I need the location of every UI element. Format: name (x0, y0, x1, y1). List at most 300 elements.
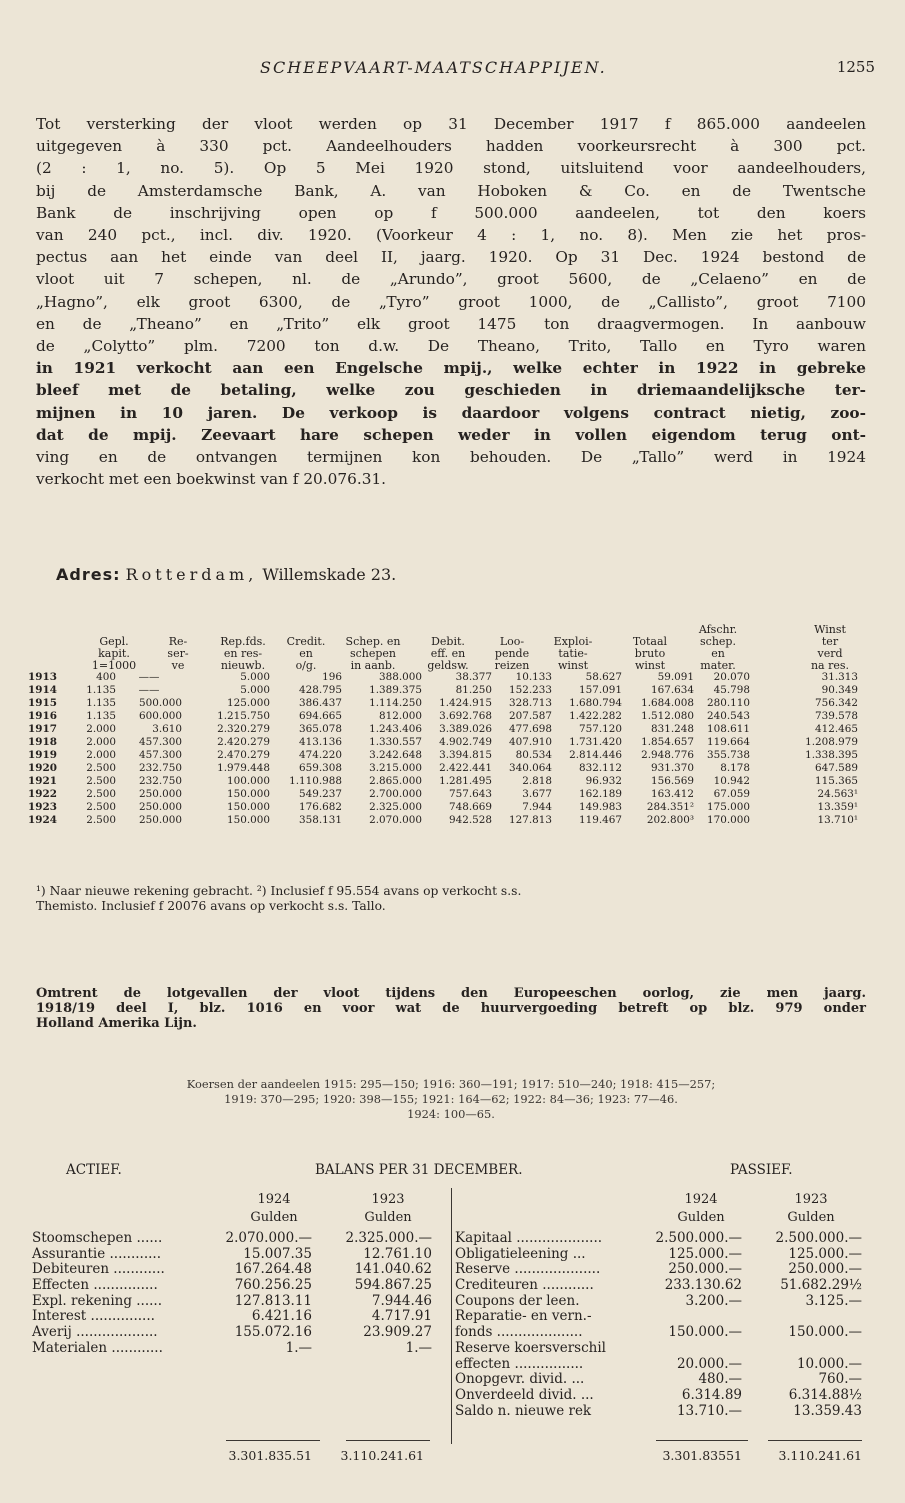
stats-header-cell: Credit. (286, 635, 326, 648)
stats-data-cell: 388.000 (379, 671, 422, 683)
stats-year-cell: 1919 (28, 749, 57, 761)
stats-year-cell: 1920 (28, 762, 57, 774)
stats-data-cell: 150.000 (227, 814, 270, 826)
stats-data-cell: 413.136 (299, 736, 342, 748)
stats-data-cell: 3.692.768 (439, 710, 492, 722)
stats-data-cell: 240.543 (707, 710, 750, 722)
stats-data-cell: 2.700.000 (369, 788, 422, 800)
year-b-passief: 1923 (794, 1192, 828, 1207)
stats-data-cell: 58.627 (585, 671, 622, 683)
note-line: Holland Amerika Lijn. (36, 1016, 197, 1031)
total-passief-a: 3.301.83551 (662, 1448, 742, 1463)
total-rule (346, 1440, 430, 1441)
actief-value-a: 15.007.35 (243, 1245, 312, 1262)
stats-data-cell: 428.795 (299, 684, 342, 696)
passief-row (455, 1371, 878, 1387)
stats-data-cell: 386.437 (299, 697, 342, 709)
stats-year-cell: 1922 (28, 788, 57, 800)
stats-data-cell: 1.389.375 (369, 684, 422, 696)
stats-data-cell: 4.902.749 (439, 736, 492, 748)
text-line: vloot uit 7 schepen, nl. de „Arundo”, groot 5600, de „Celaeno” en de (36, 270, 866, 289)
stats-header-cell: en res- (223, 647, 263, 660)
stats-data-cell: 167.634 (651, 684, 694, 696)
text-line-bold: dat de mpij. Zeevaart hare schepen weder in vollen eigendom terug ont- (36, 425, 866, 444)
actief-label: Assurantie ............ (32, 1245, 162, 1262)
stats-data-cell: 170.000 (707, 814, 750, 826)
actief-value-a: 2.070.000.— (225, 1230, 312, 1246)
stats-data-row (28, 749, 873, 762)
stats-data-cell: 24.563¹ (817, 788, 858, 800)
text-line: de „Colytto” plm. 7200 ton d.w. De Theano, Trito, Tallo en Tyro waren (36, 337, 866, 356)
stats-data-cell: 549.237 (299, 788, 342, 800)
stats-data-cell: 3.242.648 (369, 749, 422, 761)
stats-data-cell: 115.365 (815, 775, 858, 787)
stats-data-cell: 250.000 (139, 788, 182, 800)
passief-value-a: 13.710.— (676, 1402, 742, 1419)
passief-label: Reserve .................... (455, 1261, 601, 1278)
actief-row (28, 1324, 448, 1340)
stats-data-cell: 119.664 (707, 736, 750, 748)
stats-data-cell: 10.133 (515, 671, 552, 683)
stats-data-cell: 38.377 (455, 671, 492, 683)
stats-header-cell: schep. (700, 635, 736, 648)
stats-data-cell: 1.731.420 (569, 736, 622, 748)
stats-header-cell: reizen (494, 659, 530, 672)
year-b-actief: 1923 (371, 1192, 405, 1207)
unit-b-passief: Gulden (787, 1210, 835, 1225)
stats-year-cell: 1913 (28, 671, 57, 683)
stats-data-cell: 756.342 (815, 697, 858, 709)
stats-data-row (28, 684, 873, 697)
stats-year-cell: 1918 (28, 736, 57, 748)
address-city: Rotterdam, (125, 565, 258, 584)
stats-data-cell: 340.064 (509, 762, 552, 774)
stats-data-cell: 157.091 (579, 684, 622, 696)
stats-data-cell: 232.750 (139, 775, 182, 787)
passief-value-a: 480.— (698, 1371, 742, 1388)
stats-data-cell: 1.979.448 (217, 762, 270, 774)
passief-value-b: 10.000.— (796, 1355, 862, 1372)
stats-year-cell: 1924 (28, 814, 57, 826)
actief-value-a: 155.072.16 (234, 1324, 312, 1341)
text-line: en de „Theano” en „Trito” elk groot 1475 ton draagvermogen. In aanbouw (36, 314, 866, 333)
stats-data-cell: 175.000 (707, 801, 750, 813)
stats-data-cell: —— (138, 684, 160, 696)
stats-data-cell: 280.110 (707, 697, 750, 709)
stats-data-cell: 108.611 (707, 723, 750, 735)
actief-row (28, 1261, 448, 1277)
stats-data-cell: 2.420.279 (217, 736, 270, 748)
footnotes (36, 884, 521, 914)
stats-data-cell: 8.178 (720, 762, 750, 774)
note-line: 1918/19 deel I, blz. 1016 en voor wat de huurvergoeding betreft op blz. 979 onder (36, 1001, 866, 1016)
stats-data-cell: 694.665 (299, 710, 342, 722)
stats-header-cell: 1=1000 (91, 659, 137, 672)
address-line (56, 565, 396, 584)
stats-data-cell: 2.814.446 (569, 749, 622, 761)
stats-header-cell: na res. (810, 659, 850, 672)
stats-data-cell: 152.233 (509, 684, 552, 696)
stats-data-row (28, 762, 873, 775)
passief-row (455, 1356, 878, 1372)
stats-header-cell: geldsw. (427, 659, 469, 672)
actief-label: Interest ............... (32, 1308, 155, 1325)
actief-value-b: 23.909.27 (363, 1324, 432, 1341)
passief-label: Coupons der leen. (455, 1292, 580, 1309)
passief-label: Saldo n. nieuwe rek (455, 1402, 592, 1419)
page-title: SCHEEPVAART-MAATSCHAPPIJEN. (260, 58, 607, 77)
stats-data-cell: 2.000 (86, 749, 116, 761)
address-label: Adres: (56, 565, 121, 584)
stats-header-cell: Afschr. (698, 623, 738, 636)
passief-value-b: 13.359.43 (793, 1402, 862, 1419)
passief-label: Onverdeeld divid. ... (455, 1386, 594, 1403)
actief-value-b: 594.867.25 (354, 1277, 432, 1294)
stats-data-cell: 162.189 (579, 788, 622, 800)
stats-data-cell: 232.750 (139, 762, 182, 774)
stats-header-cell: verd (817, 647, 843, 660)
stats-data-cell: —— (138, 671, 160, 683)
war-history-note (36, 986, 866, 1031)
passief-label: Reparatie- en vern.- (455, 1308, 592, 1325)
passief-row (455, 1277, 878, 1293)
actief-row (28, 1293, 448, 1309)
stats-data-cell: 100.000 (227, 775, 270, 787)
stats-data-cell: 659.308 (299, 762, 342, 774)
passief-row (455, 1387, 878, 1403)
text-line: Tot versterking der vloot werden op 31 December 1917 f 865.000 aandeelen (36, 115, 866, 133)
passief-label: fonds .................... (455, 1324, 583, 1341)
actief-value-b: 1.— (405, 1339, 432, 1356)
stats-year-cell: 1915 (28, 697, 57, 709)
total-actief-a: 3.301.835.51 (228, 1448, 312, 1463)
stats-data-cell: 250.000 (139, 801, 182, 813)
stats-data-row (28, 814, 873, 827)
stats-year-cell: 1914 (28, 684, 57, 696)
stats-data-row (28, 697, 873, 710)
unit-a-actief: Gulden (250, 1210, 298, 1225)
stats-header-cell: eff. en (430, 647, 466, 660)
stats-data-cell: 500.000 (139, 697, 182, 709)
stats-data-cell: 81.250 (455, 684, 492, 696)
passief-label: Crediteuren ............ (455, 1277, 594, 1294)
stats-header-cell: Exploi- (553, 635, 593, 648)
text-line: verkocht met een boekwinst van f 20.076.31. (36, 470, 387, 489)
stats-header-cell: Winst (814, 623, 846, 636)
stats-header-cell: ter (821, 635, 839, 648)
passief-value-a: 125.000.— (668, 1245, 742, 1262)
stats-data-cell: 748.669 (449, 801, 492, 813)
stats-data-cell: 1.281.495 (439, 775, 492, 787)
text-line: bij de Amsterdamsche Bank, A. van Hoboken & Co. en de Twentsche (36, 181, 866, 200)
stats-data-cell: 831.248 (651, 723, 694, 735)
stats-data-row (28, 723, 873, 736)
stats-data-cell: 3.215.000 (369, 762, 422, 774)
stats-header-cell: Totaal (632, 635, 668, 648)
actief-title: ACTIEF. (66, 1162, 122, 1178)
stats-data-cell: 127.813 (509, 814, 552, 826)
stats-data-cell: 10.942 (713, 775, 750, 787)
company-history-paragraph (36, 113, 866, 490)
passief-title: PASSIEF. (730, 1162, 793, 1178)
balance-totals (28, 1448, 878, 1464)
actief-value-b: 2.325.000.— (345, 1230, 432, 1246)
stats-data-cell: 457.300 (139, 749, 182, 761)
passief-label: Obligatieleening ... (455, 1245, 586, 1262)
stats-year-cell: 1916 (28, 710, 57, 722)
total-passief-b: 3.110.241.61 (778, 1448, 862, 1463)
passief-value-a: 150.000.— (668, 1324, 742, 1341)
passief-row (455, 1403, 878, 1419)
page-number: 1255 (836, 58, 875, 76)
stats-header-cell: pende (494, 647, 530, 660)
passief-row (455, 1261, 878, 1277)
stats-header-cell: tatie- (558, 647, 588, 660)
stats-header-cell: mater. (700, 659, 736, 672)
stats-header-cell: o/g. (295, 659, 317, 672)
stats-data-cell: 2.470.279 (217, 749, 270, 761)
stats-data-cell: 1.338.395 (805, 749, 858, 761)
stats-data-cell: 1.135 (86, 697, 116, 709)
balance-divider (451, 1188, 452, 1444)
passief-value-a: 2.500.000.— (655, 1230, 742, 1246)
stats-data-cell: 2.000 (86, 723, 116, 735)
stats-data-cell: 931.370 (651, 762, 694, 774)
stats-header-cell: en (299, 647, 313, 660)
stats-data-cell: 3.389.026 (439, 723, 492, 735)
actief-row (28, 1246, 448, 1262)
stats-header-cell: Re- (168, 635, 188, 648)
stats-data-cell: 832.112 (579, 762, 622, 774)
year-a-passief: 1924 (684, 1192, 718, 1207)
stats-data-row (28, 788, 873, 801)
text-line: Bank de inschrijving open op f 500.000 aandeelen, tot den koers (36, 203, 866, 222)
stats-data-cell: 2.500 (86, 814, 116, 826)
stats-year-cell: 1917 (28, 723, 57, 735)
balance-sheet (28, 1162, 878, 1463)
actief-row (28, 1340, 448, 1356)
text-line: van 240 pct., incl. div. 1920. (Voorkeur 4 : 1, no. 8). Men zie het pros- (36, 226, 866, 245)
text-line: (2 : 1, no. 5). Op 5 Mei 1920 stond, uitsluitend voor aandeelhouders, (36, 159, 866, 178)
stats-data-cell: 757.120 (579, 723, 622, 735)
stats-data-cell: 647.589 (815, 762, 858, 774)
stats-data-cell: 176.682 (299, 801, 342, 813)
stats-data-cell: 400 (96, 671, 116, 683)
stats-data-cell: 156.569 (651, 775, 694, 787)
stats-header-row (28, 635, 873, 647)
stats-data-cell: 3.394.815 (439, 749, 492, 761)
stats-data-cell: 150.000 (227, 788, 270, 800)
stats-data-row (28, 775, 873, 788)
stats-data-cell: 207.587 (509, 710, 552, 722)
balance-column-headers (28, 1168, 878, 1225)
text-line: uitgegeven à 330 pct. Aandeelhouders hadden voorkeursrecht à 300 pct. (36, 137, 866, 156)
actief-label: Debiteuren ............ (32, 1261, 165, 1278)
stats-data-cell: 757.643 (449, 788, 492, 800)
stats-data-cell: 250.000 (139, 814, 182, 826)
stats-data-cell: 59.091 (657, 671, 694, 683)
stats-data-cell: 3.677 (522, 788, 552, 800)
stats-data-cell: 149.983 (579, 801, 622, 813)
actief-label: Expl. rekening ...... (32, 1292, 163, 1309)
stats-data-cell: 1.114.250 (369, 697, 422, 709)
stats-data-cell: 328.713 (509, 697, 552, 709)
stats-header-cell: winst (634, 659, 666, 672)
stats-header-cell: en (711, 647, 725, 660)
stats-data-cell: 2.320.279 (217, 723, 270, 735)
koers-line: 1919: 370—295; 1920: 398—155; 1921: 164—62; 1922: 84—36; 1923: 77—46. (224, 1092, 678, 1106)
passief-value-b: 3.125.— (805, 1292, 862, 1309)
passief-value-b: 760.— (818, 1371, 862, 1388)
stats-header-row (28, 659, 873, 671)
footnote-line: ¹) Naar nieuwe rekening gebracht. ²) Inclusief f 95.554 avans op verkocht s.s. (36, 884, 522, 898)
passief-value-b: 6.314.88½ (788, 1386, 862, 1403)
stats-year-cell: 1923 (28, 801, 57, 813)
stats-data-cell: 163.412 (651, 788, 694, 800)
stats-data-cell: 2.500 (86, 775, 116, 787)
address-street: Willemskade 23. (262, 565, 397, 584)
text-line: pectus aan het einde van deel II, jaarg. 1920. Op 31 Dec. 1924 bestond de (36, 248, 866, 267)
stats-header-row (28, 623, 873, 635)
passief-row (455, 1340, 878, 1356)
stats-data-cell: 2.500 (86, 788, 116, 800)
text-line-bold: bleef met de betaling, welke zou geschieden in driemaandelijksche ter- (36, 381, 866, 400)
koers-line: 1924: 100—65. (407, 1107, 495, 1121)
stats-data-cell: 20.070 (713, 671, 750, 683)
stats-data-cell: 1.330.557 (369, 736, 422, 748)
financial-statistics-table (28, 623, 873, 827)
passief-label: effecten ................ (455, 1355, 584, 1372)
stats-data-cell: 2.000 (86, 736, 116, 748)
stats-data-cell: 5.000 (240, 671, 270, 683)
stats-data-cell: 1.512.080 (641, 710, 694, 722)
actief-value-a: 1.— (285, 1339, 312, 1356)
stats-data-cell: 13.359¹ (817, 801, 858, 813)
stats-data-cell: 477.698 (509, 723, 552, 735)
passief-row (455, 1293, 878, 1309)
stats-data-cell: 355.738 (707, 749, 750, 761)
stats-data-cell: 1.424.915 (439, 697, 492, 709)
koers-line: Koersen der aandeelen 1915: 295—150; 1916: 360—191; 1917: 510—240; 1918: 415—257; (186, 1077, 716, 1091)
stats-data-cell: 1.208.979 (805, 736, 858, 748)
actief-row (28, 1230, 448, 1246)
stats-data-cell: 1.135 (86, 684, 116, 696)
stats-data-cell: 600.000 (139, 710, 182, 722)
actief-column (28, 1230, 448, 1356)
passief-value-a: 6.314.89 (681, 1386, 742, 1403)
stats-data-cell: 1.680.794 (569, 697, 622, 709)
stats-data-cell: 812.000 (379, 710, 422, 722)
actief-value-b: 141.040.62 (354, 1261, 432, 1278)
total-actief-b: 3.110.241.61 (340, 1448, 424, 1463)
stats-data-cell: 2.422.441 (439, 762, 492, 774)
passief-value-b: 125.000.— (788, 1245, 862, 1262)
actief-label: Averij ................... (32, 1324, 158, 1341)
stats-data-cell: 284.351² (646, 801, 694, 813)
total-rule (656, 1440, 748, 1441)
passief-row (455, 1246, 878, 1262)
stats-data-cell: 2.325.000 (369, 801, 422, 813)
stats-header-cell: schepen (349, 647, 397, 660)
stats-data-cell: 7.944 (522, 801, 552, 813)
stats-data-row (28, 671, 873, 684)
stats-data-cell: 1.135 (86, 710, 116, 722)
actief-value-b: 7.944.46 (371, 1292, 432, 1309)
running-header (0, 58, 905, 88)
stats-data-cell: 407.910 (509, 736, 552, 748)
stats-data-cell: 2.500 (86, 801, 116, 813)
passief-column (455, 1230, 878, 1418)
stats-data-cell: 739.578 (815, 710, 858, 722)
stats-data-cell: 119.467 (579, 814, 622, 826)
stats-data-cell: 90.349 (821, 684, 858, 696)
stats-data-cell: 1.684.008 (641, 697, 694, 709)
passief-value-b: 51.682.29½ (780, 1277, 862, 1294)
stats-data-row (28, 801, 873, 814)
stats-data-cell: 150.000 (227, 801, 270, 813)
actief-row (28, 1277, 448, 1293)
stats-header-row (28, 647, 873, 659)
passief-label: Kapitaal .................... (455, 1230, 603, 1246)
stats-data-cell: 1.243.406 (369, 723, 422, 735)
stats-data-cell: 125.000 (227, 697, 270, 709)
passief-row (455, 1230, 878, 1246)
unit-a-passief: Gulden (677, 1210, 725, 1225)
text-line: „Hagno”, elk groot 6300, de „Tyro” groot 1000, de „Callisto”, groot 7100 (36, 292, 866, 311)
actief-value-a: 6.421.16 (251, 1308, 312, 1325)
actief-value-a: 167.264.48 (234, 1261, 312, 1278)
stats-data-cell: 457.300 (139, 736, 182, 748)
stats-data-cell: 2.500 (86, 762, 116, 774)
actief-label: Stoomschepen ...... (32, 1230, 163, 1246)
passief-row (455, 1324, 878, 1340)
actief-label: Materialen ............ (32, 1339, 163, 1356)
stats-data-cell: 942.528 (449, 814, 492, 826)
stats-data-cell: 2.070.000 (369, 814, 422, 826)
stats-header-cell: ve (171, 659, 185, 672)
actief-row (28, 1308, 448, 1324)
balance-title: BALANS PER 31 DECEMBER. (315, 1162, 523, 1178)
actief-value-b: 12.761.10 (363, 1245, 432, 1262)
passief-label: Onopgevr. divid. ... (455, 1371, 585, 1388)
stats-header-cell: Gepl. (99, 635, 129, 648)
stats-header-cell: bruto (634, 647, 666, 660)
passief-value-a: 250.000.— (668, 1261, 742, 1278)
stats-header-cell: Debit. (431, 635, 465, 648)
stats-data-row (28, 710, 873, 723)
stats-data-cell: 365.078 (299, 723, 342, 735)
stats-data-cell: 474.220 (299, 749, 342, 761)
stats-data-cell: 2.865.000 (369, 775, 422, 787)
stats-data-cell: 31.313 (821, 671, 858, 683)
note-line: Omtrent de lotgevallen der vloot tijdens den Europeeschen oorlog, zie men jaarg. (36, 986, 866, 1001)
stats-data-cell: 1.110.988 (289, 775, 342, 787)
stats-header-cell: ser- (167, 647, 189, 660)
footnote-line: Themisto. Inclusief f 20076 avans op verkocht s.s. Tallo. (36, 899, 386, 913)
stats-data-cell: 96.932 (585, 775, 622, 787)
actief-value-a: 760.256.25 (234, 1277, 312, 1294)
stats-data-cell: 196 (322, 671, 342, 683)
actief-value-a: 127.813.11 (234, 1292, 312, 1309)
stats-data-cell: 1.215.750 (217, 710, 270, 722)
stats-data-cell: 80.534 (515, 749, 552, 761)
unit-b-actief: Gulden (364, 1210, 412, 1225)
passief-value-a: 3.200.— (685, 1292, 742, 1309)
stats-data-cell: 2.948.776 (641, 749, 694, 761)
total-rule (768, 1440, 862, 1441)
text-line-bold: in 1921 verkocht aan een Engelsche mpij., welke echter in 1922 in gebreke (36, 359, 866, 378)
stats-header-cell: kapit. (98, 647, 130, 660)
